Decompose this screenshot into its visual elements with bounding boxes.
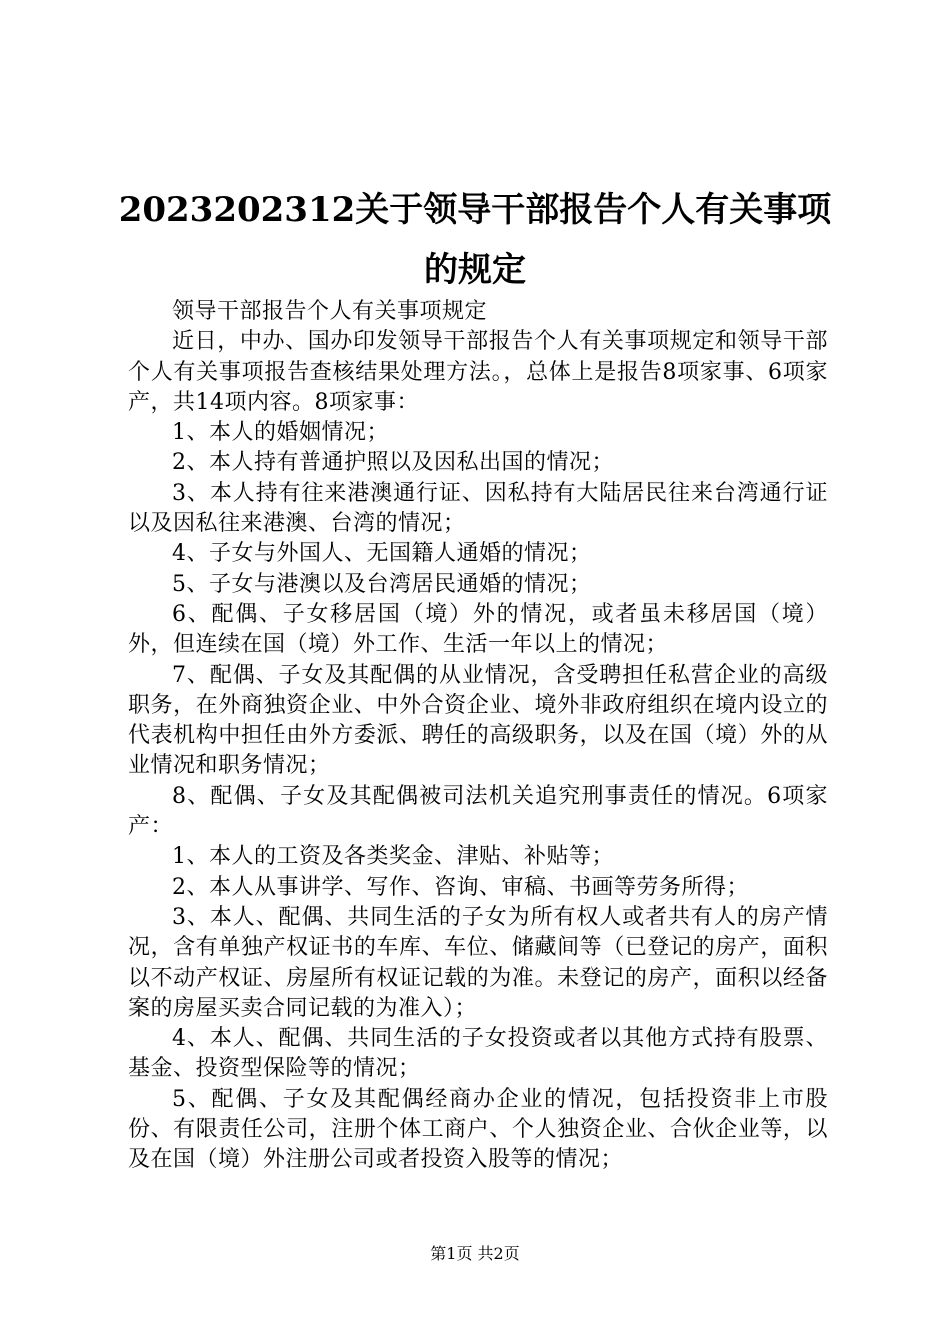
paragraph-family-item-7: 7、配偶、子女及其配偶的从业情况，含受聘担任私营企业的高级职务，在外商独资企业、中外合资企业、境外非政府组织在境内设立的代表机构中担任由外方委派、聘任的高级职务，以及在国（境）外的从业情况和职务情况； bbox=[128, 662, 828, 779]
paragraph-property-item-5: 5、配偶、子女及其配偶经商办企业的情况，包括投资非上市股份、有限责任公司，注册个体工商户、个人独资企业、合伙企业等，以及在国（境）外注册公司或者投资入股等的情况； bbox=[128, 1086, 828, 1173]
document-body bbox=[128, 297, 828, 1176]
paragraph-family-item-4: 4、子女与外国人、无国籍人通婚的情况； bbox=[172, 541, 592, 567]
paragraph-family-item-1: 1、本人的婚姻情况； bbox=[172, 420, 389, 446]
page-footer: 第1页 共2页 bbox=[430, 1244, 520, 1263]
paragraph-family-item-6: 6、配偶、子女移居国（境）外的情况，或者虽未移居国（境）外，但连续在国（境）外工作、生活一年以上的情况； bbox=[128, 601, 828, 658]
paragraph-property-item-1: 1、本人的工资及各类奖金、津贴、补贴等； bbox=[172, 844, 614, 870]
paragraph-family-item-8: 8、配偶、子女及其配偶被司法机关追究刑事责任的情况。6项家产： bbox=[128, 783, 828, 840]
paragraph-property-item-2: 2、本人从事讲学、写作、咨询、审稿、书画等劳务所得； bbox=[172, 874, 749, 900]
paragraph-family-item-5: 5、子女与港澳以及台湾居民通婚的情况； bbox=[172, 571, 592, 597]
paragraph-subtitle: 领导干部报告个人有关事项规定 bbox=[172, 299, 488, 324]
paragraph-intro: 近日，中办、国办印发领导干部报告个人有关事项规定和领导干部个人有关事项报告查核结果处理方法。，总体上是报告8项家事、6项家产，共14项内容。8项家事： bbox=[128, 329, 828, 415]
paragraph-property-item-3: 3、本人、配偶、共同生活的子女为所有权人或者共有人的房产情况，含有单独产权证书的车库、车位、储藏间等（已登记的房产，面积以不动产权证、房屋所有权证记载的为准。未登记的房产，面积以经备案的房屋买卖合同记载的为准入）； bbox=[128, 904, 828, 1021]
paragraph-family-item-2: 2、本人持有普通护照以及因私出国的情况； bbox=[172, 450, 614, 476]
document-title-line-2: 的规定 bbox=[424, 250, 526, 290]
paragraph-family-item-3: 3、本人持有往来港澳通行证、因私持有大陆居民往来台湾通行证以及因私往来港澳、台湾的情况； bbox=[128, 480, 828, 537]
document-title-line-1: 2023202312关于领导干部报告个人有关事项 bbox=[118, 190, 832, 230]
paragraph-property-item-4: 4、本人、配偶、共同生活的子女投资或者以其他方式持有股票、基金、投资型保险等的情况； bbox=[128, 1026, 828, 1082]
